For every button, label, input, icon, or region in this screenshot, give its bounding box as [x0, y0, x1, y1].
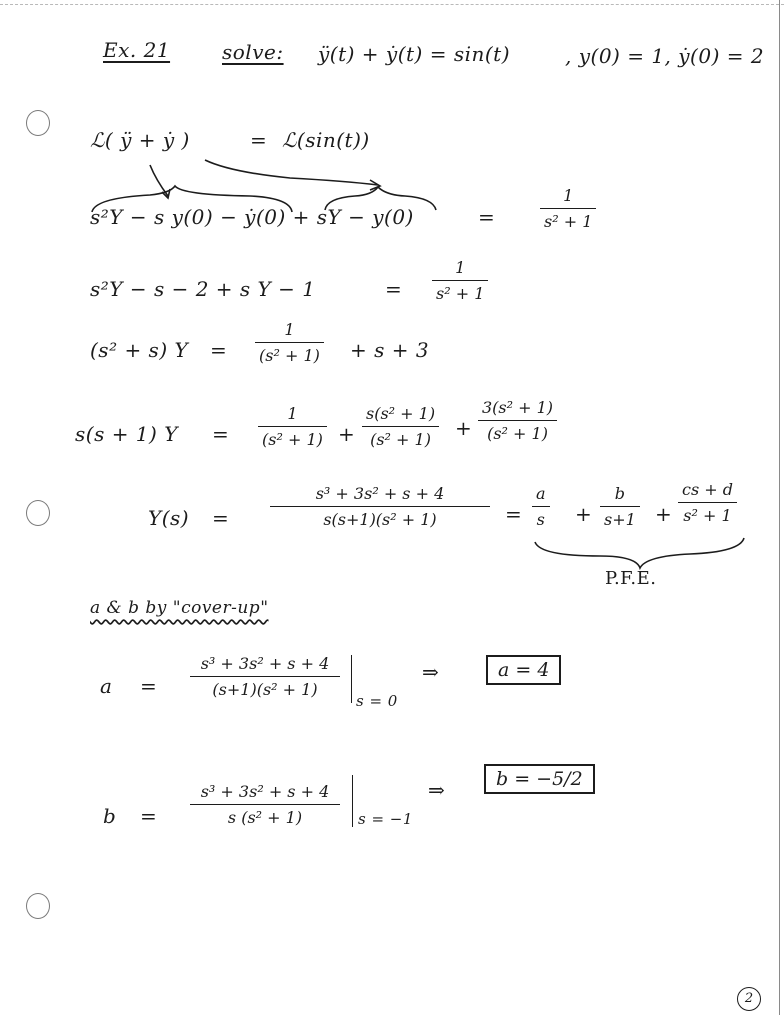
denominator: s(s+1)(s² + 1) — [323, 510, 437, 529]
pfe-label: P.F.E. — [605, 568, 657, 589]
solved-equals: = — [212, 506, 230, 530]
coverup-a-eval: s = 0 — [356, 692, 398, 710]
numerator: 1 — [455, 258, 466, 277]
denominator: (s² + 1) — [370, 430, 431, 449]
solve-label: solve: — [222, 40, 284, 64]
common-fraction-2 — [362, 404, 439, 449]
coverup-a-lhs: a — [100, 674, 113, 698]
solved-lhs: Y(s) — [148, 506, 190, 530]
differential-equation: ÿ(t) + ẏ(t) = sin(t) — [318, 42, 511, 66]
denominator: s — [536, 510, 545, 529]
common-fraction-3 — [478, 398, 557, 443]
denominator: (s² + 1) — [259, 346, 320, 365]
coverup-b-equals: = — [140, 804, 158, 828]
transformed-lhs: s²Y − s y(0) − ẏ(0) + sY − y(0) — [90, 205, 414, 229]
coverup-b-result: b = −5/2 — [484, 764, 595, 794]
coverup-b-lhs: b — [103, 804, 117, 828]
initial-conditions: , y(0) = 1, ẏ(0) = 2 — [565, 44, 765, 68]
common-lhs: s(s + 1) Y — [75, 422, 178, 446]
coverup-a-equals: = — [140, 674, 158, 698]
denominator: s (s² + 1) — [227, 808, 303, 827]
evaluation-bar — [352, 775, 353, 827]
transformed-rhs-fraction — [540, 186, 596, 231]
denominator: s² + 1 — [436, 284, 485, 303]
example-number: Ex. 21 — [103, 38, 171, 62]
substituted-equals: = — [385, 277, 403, 301]
denominator: s² + 1 — [683, 506, 732, 525]
laplace-lhs: ℒ( ÿ + ẏ ) — [90, 128, 190, 152]
pfe-term-b — [600, 484, 640, 529]
pfe-term-cd — [678, 480, 737, 525]
solved-equals-2: = — [505, 502, 523, 526]
coverup-heading: a & b by "cover-up" — [90, 598, 269, 618]
common-fraction-1 — [258, 404, 327, 449]
numerator: cs + d — [682, 480, 733, 499]
numerator: 3(s² + 1) — [482, 398, 554, 417]
denominator: (s+1)(s² + 1) — [212, 680, 318, 699]
laplace-equals: = — [250, 128, 268, 152]
coverup-a-fraction — [190, 654, 340, 699]
numerator: a — [536, 484, 546, 503]
numerator: 1 — [284, 320, 295, 339]
laplace-rhs: ℒ(sin(t)) — [282, 128, 370, 152]
common-plus-2: + — [455, 416, 473, 440]
common-plus-1: + — [338, 422, 356, 446]
page-number: 2 — [737, 987, 761, 1011]
numerator: s³ + 3s² + s + 4 — [200, 782, 330, 801]
pfe-term-a — [532, 484, 550, 529]
denominator: (s² + 1) — [487, 424, 548, 443]
coverup-a-result: a = 4 — [486, 655, 561, 685]
numerator: s³ + 3s² + s + 4 — [315, 484, 445, 503]
coverup-a-arrow: ⇒ — [422, 660, 440, 684]
numerator: b — [614, 484, 626, 503]
pfe-plus-1: + — [575, 502, 593, 526]
numerator: 1 — [563, 186, 574, 205]
collected-fraction — [255, 320, 324, 365]
collected-lhs: (s² + s) Y — [90, 338, 189, 362]
substituted-rhs-fraction — [432, 258, 488, 303]
denominator: s+1 — [604, 510, 636, 529]
collected-tail: + s + 3 — [350, 338, 430, 362]
denominator: s² + 1 — [544, 212, 593, 231]
substituted-lhs: s²Y − s − 2 + s Y − 1 — [90, 277, 316, 301]
coverup-b-eval: s = −1 — [358, 810, 413, 828]
numerator: s(s² + 1) — [366, 404, 436, 423]
coverup-b-fraction — [190, 782, 340, 827]
numerator: 1 — [287, 404, 298, 423]
collected-equals: = — [210, 338, 228, 362]
evaluation-bar — [351, 655, 352, 703]
solved-fraction — [270, 484, 490, 529]
pfe-plus-2: + — [655, 502, 673, 526]
transformed-equals: = — [478, 205, 496, 229]
denominator: (s² + 1) — [262, 430, 323, 449]
coverup-b-arrow: ⇒ — [428, 778, 446, 802]
common-equals: = — [212, 422, 230, 446]
numerator: s³ + 3s² + s + 4 — [200, 654, 330, 673]
